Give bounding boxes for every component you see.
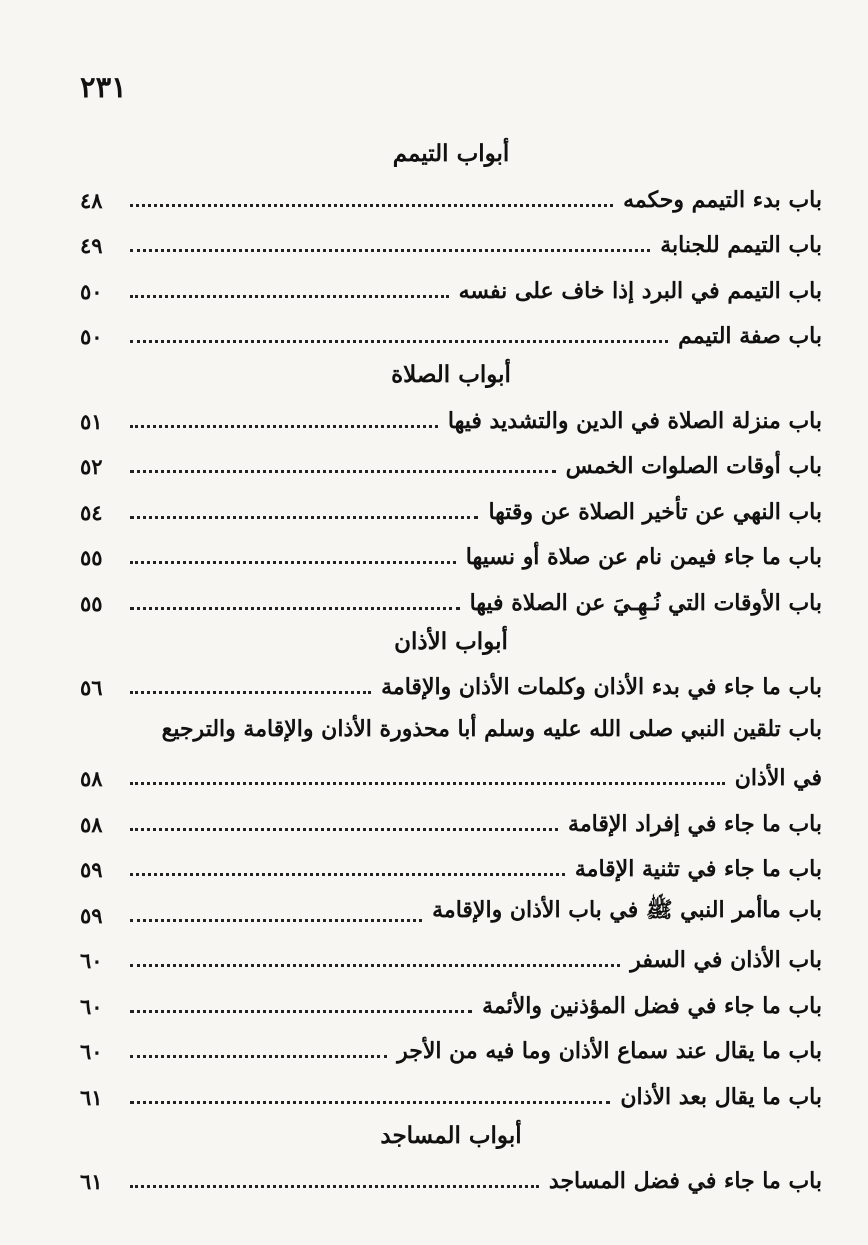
page-number: ٢٣١: [80, 70, 127, 104]
toc-entry-title: باب أوقات الصلوات الخمس: [565, 453, 822, 479]
dot-leader: [130, 249, 650, 252]
dot-leader: [130, 919, 422, 922]
table-of-contents: [80, 134, 822, 1200]
toc-entry-page: ٥٥: [80, 590, 103, 616]
toc-entry-page: ٤٨: [80, 187, 103, 213]
toc-entry-title: باب ما يقال عند سماع الأذان وما فيه من الأجر: [397, 1038, 822, 1064]
toc-entry-title: باب ما جاء في تثنية الإقامة: [574, 856, 822, 882]
toc-entry-title: باب بدء التيمم وحكمه: [623, 186, 822, 213]
toc-entry-title: باب النهي عن تأخير الصلاة عن وقتها: [488, 498, 822, 525]
dot-leader: [130, 340, 668, 343]
toc-entry-title: باب التيمم في البرد إذا خاف على نفسه: [458, 277, 822, 304]
toc-entry-continuation: [80, 752, 822, 797]
dot-leader: [130, 964, 620, 967]
toc-entry-page: ٥٠: [80, 324, 103, 349]
toc-entry-page: ٥٦: [80, 675, 103, 700]
toc-entry-title: باب تلقين النبي صلى الله عليه وسلم أبا محذورة الأذان والإقامة والترجيع: [161, 716, 822, 742]
toc-entry: [80, 888, 822, 934]
dot-leader: [130, 1055, 387, 1058]
dot-leader: [130, 828, 558, 831]
toc-entry-page: ٦٠: [80, 993, 103, 1019]
toc-entry-title: باب الأوقات التي نُـهِـيَ عن الصلاة فيها: [469, 589, 822, 616]
toc-entry-title: باب الأذان في السفر: [630, 947, 822, 973]
toc-entry-page: ٦١: [80, 1169, 103, 1194]
toc-entry-page: ٥٥: [80, 545, 103, 570]
section-heading: أبواب المساجد: [380, 1121, 522, 1149]
toc-entry-title: باب منزلة الصلاة في الدين والتشديد فيها: [447, 407, 822, 434]
toc-entry: [80, 440, 822, 486]
toc-entry: [80, 485, 822, 531]
toc-entry: [80, 797, 822, 843]
toc-entry: [80, 661, 822, 707]
toc-entry-page: ٦٠: [80, 948, 103, 973]
toc-entry: [80, 706, 822, 797]
toc-entry-page: ٥٩: [80, 857, 103, 882]
toc-entry: [80, 1155, 822, 1201]
toc-entry-page: ٦٠: [80, 1039, 103, 1064]
dot-leader: [130, 516, 478, 519]
dot-leader: [130, 295, 449, 298]
dot-leader: [130, 425, 438, 428]
dot-leader: [130, 204, 613, 207]
toc-entry-title: باب ماأمر النبي ﷺ في باب الأذان والإقامة: [432, 896, 822, 923]
toc-entry-title: باب التيمم للجنابة: [660, 232, 822, 258]
dot-leader: [130, 607, 460, 610]
toc-entry-title: باب ما جاء في بدء الأذان وكلمات الأذان والإقامة: [381, 674, 822, 700]
toc-entry: [80, 1025, 822, 1071]
toc-entry-title: باب ما جاء فيمن نام عن صلاة أو نسيها: [465, 544, 822, 570]
toc-entry-page: ٥٤: [80, 499, 103, 525]
dot-leader: [130, 1101, 610, 1104]
section-heading: أبواب التيمم: [392, 140, 510, 167]
toc-entry-title: باب ما جاء في فضل المساجد: [548, 1168, 822, 1194]
toc-entry: [80, 843, 822, 889]
section-heading: أبواب الأذان: [394, 627, 508, 655]
toc-entry: [80, 531, 822, 577]
dot-leader: [130, 873, 565, 876]
toc-entry: [80, 310, 822, 356]
toc-entry-page: ٥١: [80, 408, 103, 434]
dot-leader: [130, 561, 456, 564]
dot-leader: [130, 1010, 472, 1013]
toc-entry-page: ٥٩: [80, 902, 103, 928]
toc-entry: [80, 394, 822, 440]
toc-entry: [80, 173, 822, 219]
toc-entry: [80, 979, 822, 1025]
toc-entry-title: باب ما يقال بعد الأذان: [620, 1083, 822, 1110]
section-heading: أبواب الصلاة: [391, 361, 511, 388]
dot-leader: [130, 782, 725, 785]
toc-entry: [80, 219, 822, 265]
dot-leader: [130, 470, 556, 473]
dot-leader: [130, 1185, 539, 1188]
toc-entry-title-continued: في الأذان: [734, 765, 822, 791]
toc-entry-title: باب ما جاء في فضل المؤذنين والأئمة: [482, 992, 822, 1019]
toc-entry-page: ٥٨: [80, 811, 103, 837]
toc-entry: [80, 576, 822, 622]
toc-entry: [80, 264, 822, 310]
toc-entry-page: ٤٩: [80, 233, 103, 258]
toc-entry: [80, 934, 822, 980]
toc-entry-title: باب ما جاء في إفراد الإقامة: [568, 810, 822, 837]
dot-leader: [130, 691, 371, 694]
toc-entry: [80, 1070, 822, 1116]
toc-entry-page: ٦١: [80, 1084, 103, 1110]
toc-entry-title: باب صفة التيمم: [678, 323, 822, 349]
toc-entry-page: ٥٨: [80, 766, 103, 791]
toc-entry-page: ٥٠: [80, 278, 103, 304]
toc-entry-page: ٥٢: [80, 454, 103, 479]
